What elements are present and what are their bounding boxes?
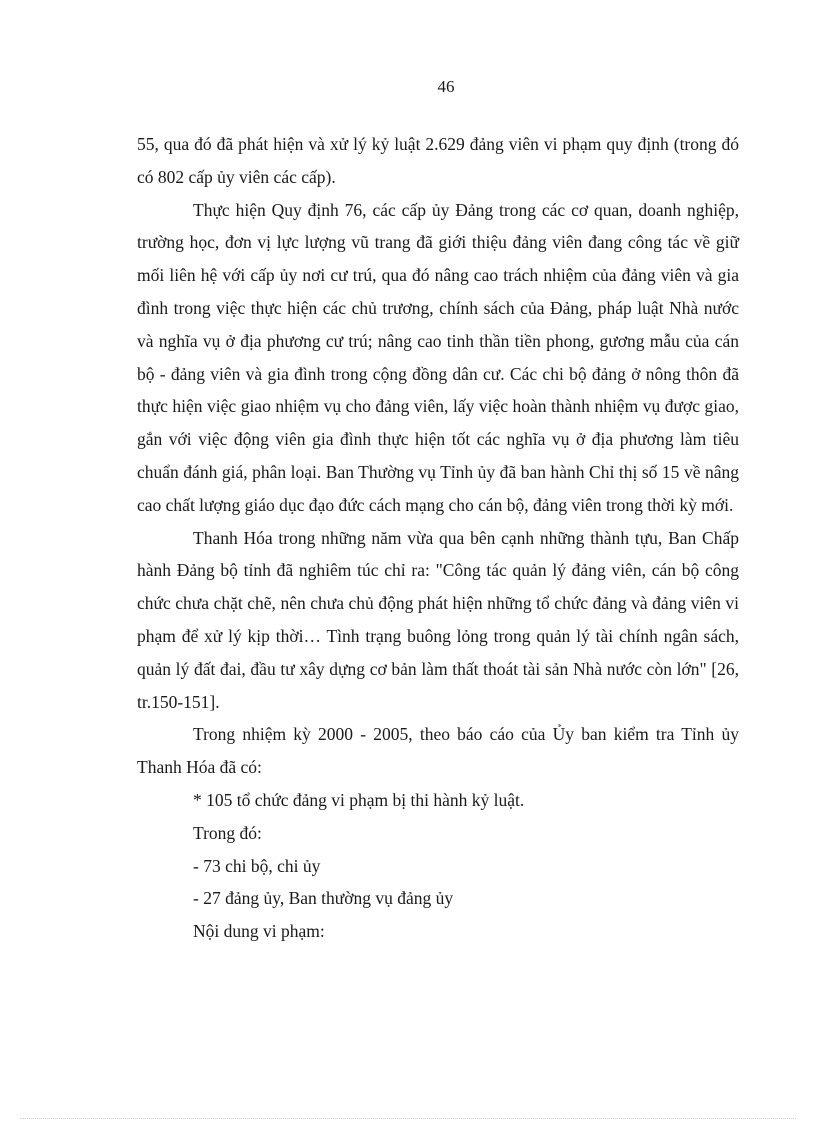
paragraph-thanh-hoa-shortcomings: Thanh Hóa trong những năm vừa qua bên cạnh những thành tựu, Ban Chấp hành Đảng bộ tỉnh đã nghiêm túc chỉ ra: "Công tác quản lý đảng viên, cán bộ công chức chưa chặt chẽ, nên chưa chủ động phát hiện những tổ chức đảng và đảng viên vi phạm để xử lý kịp thời… Tình trạng buông lỏng trong quản lý tài chính ngân sách, quản lý đất đai, đầu tư xây dựng cơ bản làm thất thoát tài sản Nhà nước còn lớn" [26, tr.150-151]. xyxy=(137,527,739,712)
paragraph-regulation-76: Thực hiện Quy định 76, các cấp ủy Đảng trong các cơ quan, doanh nghiệp, trường học, đơn vị lực lượng vũ trang đã giới thiệu đảng viên đang công tác về giữ mối liên hệ với cấp ủy nơi cư trú, qua đó nâng cao trách nhiệm của đảng viên và gia đình trong việc thực hiện các chủ trương, chính sách của Đảng, pháp luật Nhà nước và nghĩa vụ ở địa phương cư trú; nâng cao tinh thần tiền phong, gương mẫu của cán bộ - đảng viên và gia đình trong cộng đồng dân cư. Các chi bộ đảng ở nông thôn đã thực hiện việc giao nhiệm vụ cho đảng viên, lấy việc hoàn thành nhiệm vụ được giao, gắn với việc động viên gia đình thực hiện tốt các nghĩa vụ ở địa phương làm tiêu chuẩn đánh giá, phân loại. Ban Thường vụ Tỉnh ủy đã ban hành Chỉ thị số 15 về nâng cao chất lượng giáo dục đạo đức cách mạng cho cán bộ, đảng viên trong thời kỳ mới. xyxy=(137,199,739,515)
page-number: 46 xyxy=(437,77,455,96)
list-line-of-which: Trong đó: xyxy=(193,822,262,843)
paragraph-term-2000-2005: Trong nhiệm kỳ 2000 - 2005, theo báo cáo của Ủy ban kiểm tra Tỉnh ủy Thanh Hóa đã có: xyxy=(137,724,739,778)
list-line-violation-content: Nội dung vi phạm: xyxy=(193,921,325,942)
list-line-dang-uy: - 27 đảng ủy, Ban thường vụ đảng ủy xyxy=(193,888,454,909)
page-bottom-divider xyxy=(20,1118,796,1119)
list-line-violations-total: * 105 tổ chức đảng vi phạm bị thi hành kỷ luật. xyxy=(193,789,525,810)
paragraph-continuation: 55, qua đó đã phát hiện và xử lý kỷ luật 2.629 đảng viên vi phạm quy định (trong đó có 802 cấp ủy viên các cấp). xyxy=(137,134,739,187)
list-line-chi-bo: - 73 chi bộ, chi ủy xyxy=(193,855,321,876)
document-body xyxy=(137,128,739,948)
